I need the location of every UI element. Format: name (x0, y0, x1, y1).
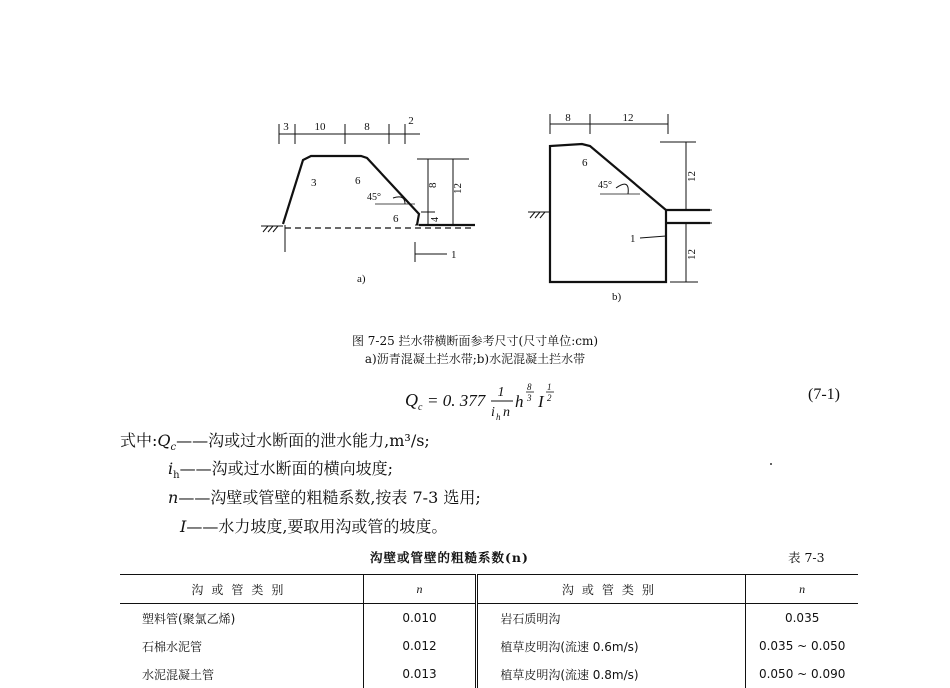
table-cell: 塑料管(聚氯乙烯) (142, 611, 236, 626)
formula-frac-num: 1 (497, 385, 505, 400)
fig-b-corner-top: 6 (582, 157, 588, 169)
fig-b-ditch: 1 (630, 233, 636, 245)
table-cell: 0.012 (363, 632, 477, 660)
table-row (120, 660, 858, 688)
formula (405, 376, 605, 429)
table-header-type: 沟或管类别 (191, 582, 292, 597)
fig-b-dim-right-top: 12 (686, 171, 698, 182)
fig-b-label: b) (612, 291, 622, 303)
formula-I: I (538, 392, 544, 411)
figure-a (255, 112, 495, 290)
figure-caption-line2: a)沥青混凝土拦水带;b)水泥混凝土拦水带 (364, 352, 586, 366)
table-number: 表 7-3 (788, 550, 825, 565)
table-cell: 0.010 (363, 604, 477, 633)
def-text: ——沟或过水断面的泄水能力,m³/s; (176, 431, 430, 450)
definitions-intro: 式中: (120, 431, 158, 450)
formula-lhs: Q (405, 390, 418, 410)
table-cell: 岩石质明沟 (500, 611, 561, 626)
fig-a-ditch: 1 (451, 249, 457, 261)
def-symbol: n (168, 488, 179, 507)
fig-a-dim-top3: 8 (364, 121, 370, 133)
fig-a-dim-top2: 10 (314, 121, 326, 133)
definition-row-n (168, 485, 481, 511)
formula-lhs-sub: c (418, 402, 423, 413)
fig-a-corner-toe: 6 (393, 213, 399, 225)
table-cell: 0.013 (363, 660, 477, 688)
table-title: 沟壁或管壁的粗糙系数(n) (370, 550, 529, 565)
def-symbol: i (168, 459, 174, 478)
formula-frac-den-sub: h (496, 412, 501, 422)
table-cell: 水泥混凝土管 (142, 667, 215, 682)
formula-h: h (515, 392, 524, 411)
fig-a-dim-right-small: 8 (427, 182, 439, 188)
table-cell: 植草皮明沟(流速 0.8m/s) (500, 667, 639, 682)
formula-h-exp-num: 8 (527, 382, 532, 392)
fig-a-corner-left: 3 (311, 177, 317, 189)
fig-a-corner-top: 6 (355, 175, 361, 187)
def-symbol: Q (157, 431, 171, 450)
figure-b (520, 108, 720, 304)
fig-a-dim-top1: 3 (283, 121, 289, 133)
table-cell: 石棉水泥管 (142, 639, 203, 654)
formula-graphic (405, 376, 605, 424)
equation-number: (7-1) (808, 386, 840, 403)
fig-a-label: a) (357, 273, 366, 285)
fig-a-dim-top4: 2 (408, 115, 414, 127)
table-cell: 0.035 ~ 0.050 (746, 632, 858, 660)
formula-I-exp-den: 2 (547, 393, 552, 403)
table-cell: 0.050 ~ 0.090 (746, 660, 858, 688)
table-cell: 植草皮明沟(流速 0.6m/s) (500, 639, 639, 654)
def-symbol: I (180, 517, 187, 536)
fig-a-dim-bottom-small: 4 (430, 217, 441, 222)
fig-b-angle: 45° (598, 180, 612, 191)
table-header-n-2: n (746, 575, 858, 604)
fig-b-dim-top2: 12 (622, 112, 634, 124)
def-text: ——沟壁或管壁的粗糙系数,按表 7-3 选用; (178, 488, 481, 507)
figure-caption-line1: 图 7-25 拦水带横断面参考尺寸(尺寸单位:cm) (351, 334, 599, 348)
def-symbol-sub: h (173, 470, 180, 482)
formula-h-exp-den: 3 (527, 393, 532, 403)
fig-b-dim-right-bottom: 12 (686, 249, 698, 260)
table-cell: 0.035 (746, 604, 858, 633)
table-row (120, 632, 858, 660)
definition-row-i (180, 514, 447, 540)
formula-frac-den-n: n (503, 405, 510, 420)
table-row (120, 604, 858, 633)
formula-frac-den-i: i (491, 405, 495, 420)
fig-a-angle: 45° (367, 192, 381, 203)
formula-coef: = 0. 377 (427, 391, 486, 410)
fig-b-dim-top1: 8 (565, 112, 571, 124)
speck (770, 463, 772, 465)
table-header-type-2: 沟或管类别 (561, 582, 662, 597)
table-header-row (120, 575, 858, 604)
formula-I-exp-num: 1 (547, 382, 552, 392)
def-text: ——沟或过水断面的横向坡度; (179, 459, 393, 478)
table-header-n: n (363, 575, 477, 604)
fig-a-dim-right-big: 12 (452, 183, 464, 194)
roughness-table (120, 574, 858, 688)
figure-caption (0, 332, 950, 368)
def-symbol-sub: c (170, 442, 177, 454)
def-text: ——水力坡度,要取用沟或管的坡度。 (186, 517, 448, 536)
